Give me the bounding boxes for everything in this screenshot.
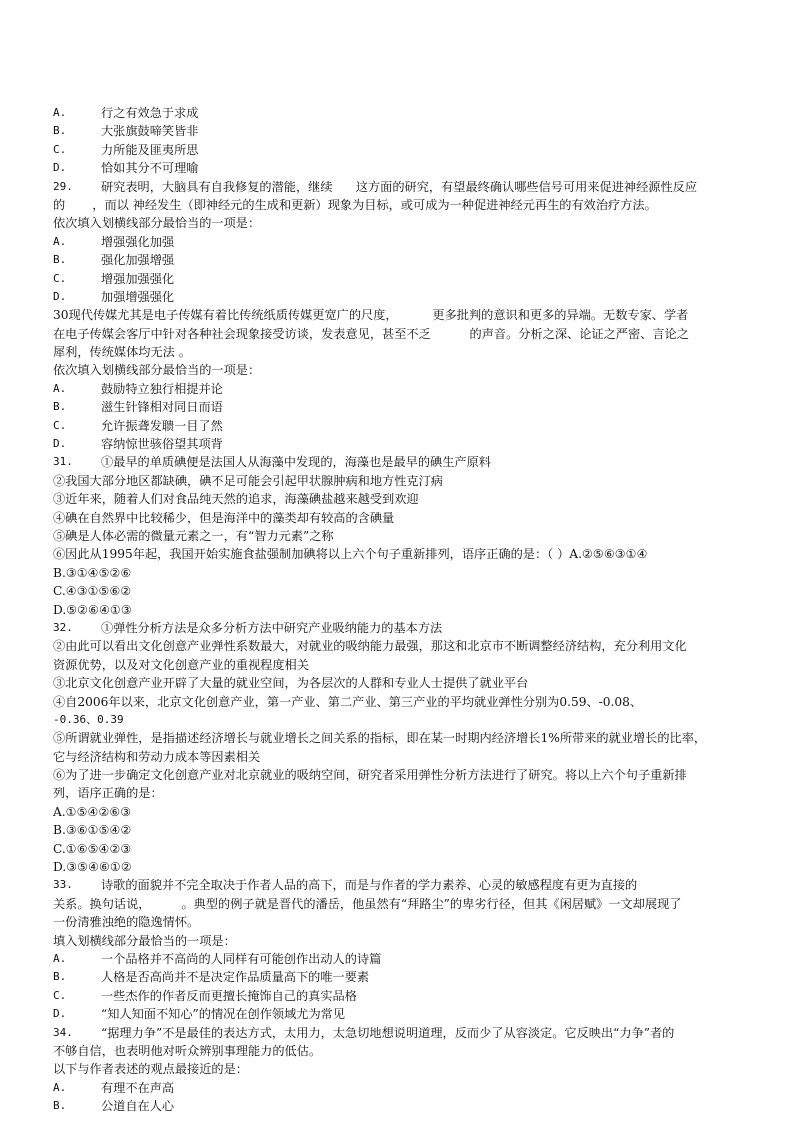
q29-option-a	[53, 233, 763, 251]
q30-option-b	[53, 398, 763, 416]
option-key: D.	[53, 437, 67, 451]
option-text: 强化加强增强	[101, 253, 175, 268]
q32-sentence-6b: 列，语序正确的是：	[53, 786, 163, 801]
stem-text: 研究表明，大脑具有自我修复的潜能，继续 这方面的研究，有望最终确认哪些信号可用来促进神经源性反应	[101, 179, 698, 194]
q34-option-a	[53, 1079, 763, 1097]
option-key: B.	[53, 1099, 67, 1113]
option-key: C.	[53, 988, 67, 1002]
option-text: 加强增强强化	[101, 289, 175, 304]
q34-stem-line2: 不够自信，也表明他对听众辨别事理能力的低估。	[53, 1043, 322, 1058]
q33-option-a	[53, 950, 763, 968]
q29-stem-line1	[53, 178, 763, 196]
q32-sentence-2a: ②由此可以看出文化创意产业弹性系数最大，对就业的吸纳能力最强，那这和北京市不断调整经济结构，充分利用文化	[53, 639, 687, 654]
stem-text: “据理力争”不是最佳的表达方式，太用力，太急切地想说明道理，反而少了从容淡定。它反映出“力争”者的	[101, 1025, 675, 1040]
option-text: 行之有效急于求成	[101, 106, 199, 120]
q32-sentence-5a: ⑤所谓就业弹性，是指描述经济增长与就业增长之间关系的指标，即在某一时期内经济增长1%所带来的就业增长的比率，	[53, 731, 707, 746]
q30-stem-line3: 犀利，传统媒体均无法 。	[53, 345, 191, 360]
q32-sentence-2b: 资源优势，以及对文化创意产业的重视程度相关	[53, 657, 309, 672]
q33-option-c	[53, 987, 763, 1005]
q30-stem-line2: 在电子传媒会客厅中针对各种社会现象接受访谈，发表意见，甚至不乏 的声音。分析之深、论证之严密、言论之	[53, 326, 689, 341]
q31-sentence-4: ④碘在自然界中比较稀少，但是海洋中的藻类却有较高的含碘量	[53, 510, 395, 525]
q34-option-b	[53, 1097, 763, 1115]
sentence-text: ①弹性分析方法是众多分析方法中研究产业吸纳能力的基本方法	[101, 620, 443, 635]
q33-option-b	[53, 968, 763, 986]
option-text: “知人知面不知心”的情况在创作领域尤为常见	[101, 1007, 346, 1022]
q31-option-c: C.④③①⑤⑥②	[53, 584, 132, 599]
q32-sentence-6a: ⑥为了进一步确定文化创意产业对北京就业的吸纳空间，研究者采用弹性分析方法进行了研究。将以上六个句子重新排	[53, 768, 687, 783]
question-number: 33.	[53, 878, 73, 892]
option-text: 有理不在声高	[101, 1080, 175, 1095]
q30-prompt: 依次填入划横线部分最恰当的一项是：	[53, 363, 261, 378]
option-key: A.	[53, 1080, 67, 1094]
q28-option-b	[53, 122, 763, 140]
option-key: A.	[53, 951, 67, 965]
option-key: C.	[53, 142, 67, 156]
question-number: 29.	[53, 179, 73, 193]
option-text: 一些杰作的作者反而更擅长掩饰自己的真实品格	[101, 988, 357, 1003]
q29-option-b	[53, 251, 763, 269]
option-key: C.	[53, 271, 67, 285]
sentence-text: ①最早的单质碘便是法国人从海藻中发现的，海藻也是最早的碘生产原料	[101, 455, 491, 470]
q32-sentence-5b: 它与经济结构和劳动力成本等因素相关	[53, 749, 261, 764]
option-text: 人格是否高尚并不是决定作品质量高下的唯一要素	[101, 970, 370, 985]
q28-option-d	[53, 159, 763, 177]
q32-sentence-3: ③北京文化创意产业开辟了大量的就业空间，为各层次的人群和专业人士提供了就业平台	[53, 676, 529, 691]
q29-prompt: 依次填入划横线部分最恰当的一项是：	[53, 216, 261, 231]
option-text: 一个品格并不高尚的人同样有可能创作出动人的诗篇	[101, 951, 382, 966]
q31-sentence-5: ⑤碘是人体必需的微量元素之一，有“智力元素”之称	[53, 528, 334, 543]
option-text: 鼓励特立独行相提并论	[101, 381, 223, 396]
option-key: C.	[53, 418, 67, 432]
q33-option-d	[53, 1005, 763, 1023]
q30-option-d	[53, 435, 763, 453]
q29-stem-line2: 的 ，而以 神经发生（即神经元的生成和更新）现象为目标，或可成为一种促进神经元再生的有效治疗方法。	[53, 197, 657, 212]
option-key: B.	[53, 253, 67, 267]
q31-sentence-6: ⑥因此从1995年起，我国开始实施食盐强制加碘将以上六个句子重新排列，语序正确的是：（ ）A.②⑤⑥③①④	[53, 547, 648, 562]
question-number: 34.	[53, 1025, 73, 1039]
q32-sentence-1	[53, 619, 763, 637]
option-key: B.	[53, 400, 67, 414]
q32-option-b: B.③⑥①⑤④②	[53, 823, 132, 838]
q32-sentence-4b: -0.36、0.39	[53, 712, 124, 726]
q31-option-b: B.③①④⑤②⑥	[53, 565, 132, 580]
option-text: 增强强化加强	[101, 234, 175, 249]
q31-sentence-1	[53, 453, 763, 471]
q32-option-c: C.①⑥⑤④②③	[53, 841, 132, 856]
option-key: A.	[53, 106, 67, 119]
option-text: 容纳惊世骇俗望其项背	[101, 437, 223, 452]
option-text: 允许振聋发聩一目了然	[101, 418, 223, 433]
option-key: B.	[53, 970, 67, 984]
q33-prompt: 填入划横线部分最恰当的一项是：	[53, 933, 236, 948]
question-number: 31.	[53, 455, 73, 469]
q29-option-c	[53, 270, 763, 288]
q31-sentence-2: ②我国大部分地区都缺碘，碘不足可能会引起甲状腺肿病和地方性克汀病	[53, 473, 443, 488]
q33-stem-line3: 一份清雅浊绝的隐逸情怀。	[53, 915, 200, 930]
option-text: 滋生针锋相对同日而语	[101, 400, 223, 415]
q34-prompt: 以下与作者表述的观点最接近的是：	[53, 1062, 248, 1077]
q33-stem-line1	[53, 876, 763, 894]
q32-sentence-4a: ④自2006年以来，北京文化创意产业，第一产业、第二产业、第三产业的平均就业弹性分别为0.59、-0.08、	[53, 694, 643, 709]
q30-option-a	[53, 380, 763, 398]
q29-option-d	[53, 288, 763, 306]
q34-stem-line1	[53, 1024, 763, 1042]
option-key: A.	[53, 381, 67, 395]
exam-page	[53, 104, 763, 1115]
option-key: A.	[53, 234, 67, 248]
q32-option-d: D.③⑤④⑥①②	[53, 860, 132, 875]
option-text: 恰如其分不可理喻	[101, 161, 199, 176]
q30-stem-line1: 30现代传媒尤其是电子传媒有着比传统纸质传媒更宽广的尺度， 更多批判的意识和更多的异端。无数专家、学者	[53, 308, 689, 323]
option-text: 增强加强强化	[101, 271, 175, 286]
q32-option-a: A.①⑤④②⑥③	[53, 804, 132, 819]
option-key: B.	[53, 124, 67, 138]
q28-option-c	[53, 141, 763, 159]
q30-option-c	[53, 417, 763, 435]
question-number: 32.	[53, 620, 73, 634]
stem-text: 诗歌的面貌并不完全取决于作者人品的高下，而是与作者的学力素养、心灵的敏感程度有更为直接的	[101, 878, 638, 893]
q31-option-d: D.⑤②⑥④①③	[53, 602, 132, 617]
option-text: 大张旗鼓啼笑皆非	[101, 124, 199, 139]
option-text: 力所能及匪夷所思	[101, 142, 199, 157]
q28-option-a	[53, 104, 763, 122]
option-key: D.	[53, 289, 67, 303]
q31-sentence-3: ③近年来，随着人们对食品纯天然的追求，海藻碘盐越来越受到欢迎	[53, 492, 419, 507]
option-text: 公道自在人心	[101, 1099, 175, 1114]
option-key: D.	[53, 1007, 67, 1021]
q33-stem-line2: 关系。换句话说， 。典型的例子就是晋代的潘岳，他虽然有“拜路尘”的卑劣行径，但其《闲居赋》一文却展现了	[53, 896, 682, 911]
option-key: D.	[53, 161, 67, 175]
